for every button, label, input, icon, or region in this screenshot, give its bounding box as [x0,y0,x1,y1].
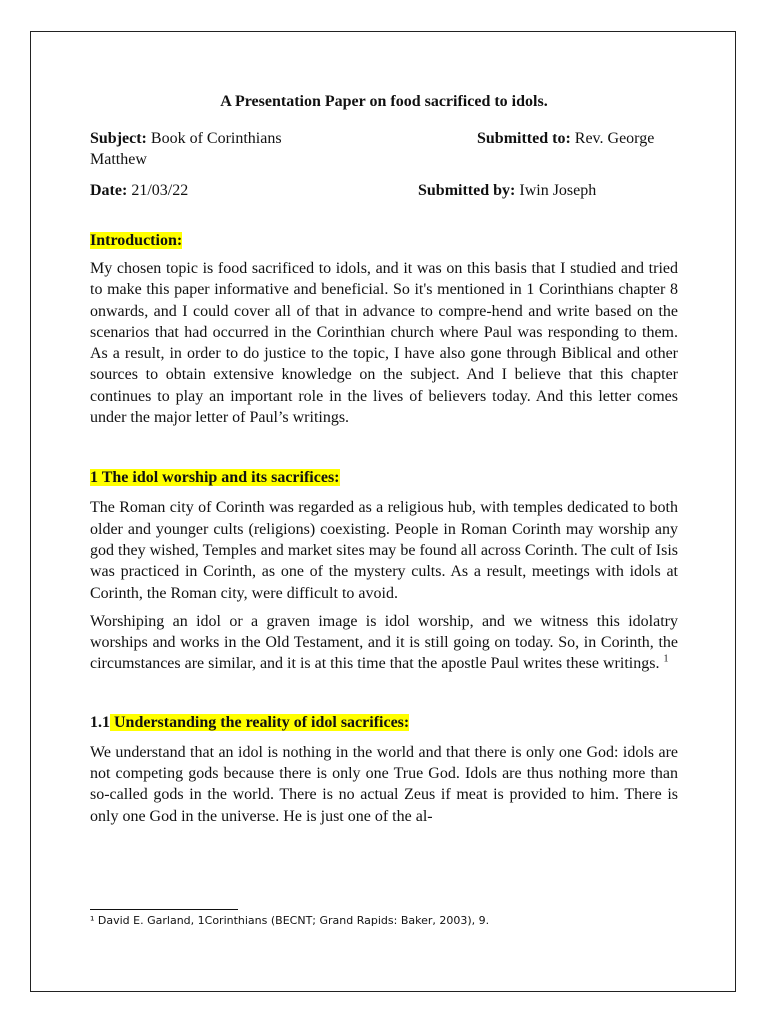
submitted-by-value: Iwin Joseph [515,182,597,199]
submitted-to [477,128,654,149]
intro-heading [90,231,678,251]
section-1-paragraph-1: The Roman city of Corinth was regarded as a religious hub, with temples dedicated to both older and younger cults (religions) coexisting. People in Roman Corinth may worship any god they wished, Temples and market sites may be found all across Corinth. The cult of Isis was practiced in Corinth, as one of the mystery cults. As a result, meetings with idols at Corinth, the Roman city, were difficult to avoid. [90,499,678,602]
submitted-by [418,180,596,201]
section-1-1-heading [90,713,678,733]
section-1-paragraph-2-text: Worshiping an idol or a graven image is idol worship, and we witness this idolatry worships and works in the Old Testament, and it is still going on today. So, in Corinth, the circumstances are similar, and it is at this time that the apostle Paul writes these writings. [90,612,678,673]
footnote: ¹ David E. Garland, 1Corinthians (BECNT; Grand Rapids: Baker, 2003), 9. [90,914,490,927]
section-1-heading-text: 1 The idol worship and its sacrifices: [90,469,340,487]
submitted-by-label: Submitted by: [418,182,516,199]
footnote-reference: 1 [663,654,669,666]
date-value: 21/03/22 [127,182,189,199]
submitted-to-label: Submitted to: [477,130,571,147]
section-1-heading [90,468,678,488]
submitted-to-continuation [90,149,678,170]
date-label: Date: [90,182,128,199]
section-1-1-paragraph: We understand that an idol is nothing in the world and that there is only one God: idols are not competing gods because there is only one True God. Idols are thus nothing more than so-called gods in the world. There is no actual Zeus if meat is provided to him. There is only one God in the universe. He is just one of the al- [90,743,678,825]
document-body [90,92,678,827]
subject-label: Subject: [90,130,147,147]
document-title: A Presentation Paper on food sacrificed to idols. [220,93,548,110]
date-row [90,180,678,201]
intro-heading-text: Introduction: [90,232,183,249]
subject-value: Book of Corinthians [146,130,282,147]
section-1-1-heading-text [110,714,409,731]
footnote-separator [90,909,238,910]
submitted-to-cont: Matthew [90,151,147,168]
subject-row [90,128,678,149]
section-1-paragraph-2 [90,611,678,675]
section-1-1-heading-label: Understanding the reality of idol sacrifices: [114,713,410,731]
intro-paragraph: My chosen topic is food sacrificed to idols, and it was on this basis that I studied and tried to make this paper informative and beneficial. So it's mentioned in 1 Corinthians chapter 8 onwards, and I could cover all of that in advance to compre-hend and write based on the scenarios that had occurred in the Corinthian church where Paul was responding to them. As a result, in order to do justice to the topic, I have also gone through Biblical and other sources to obtain extensive knowledge on the subject. And I believe that this chapter continues to play an important role in the lives of believers today. And this letter comes under the major letter of Paul’s writings. [90,260,678,427]
submitted-to-value: Rev. George [570,130,655,147]
section-1-1-number: 1.1 [90,713,110,731]
